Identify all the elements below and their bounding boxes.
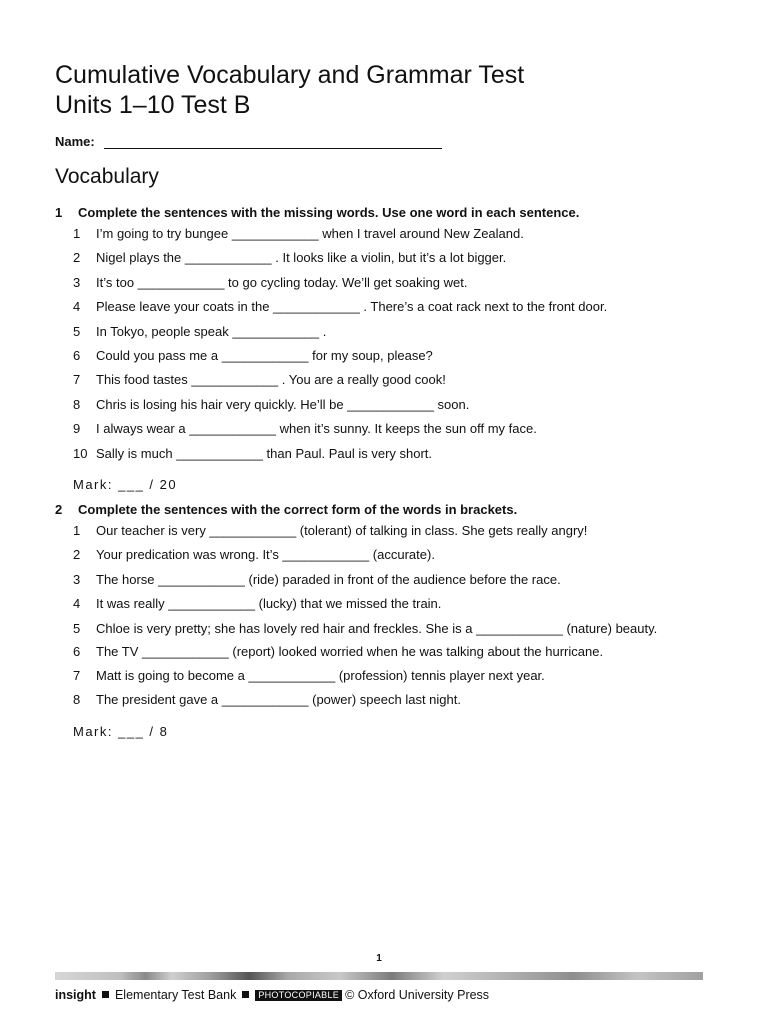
question-number: 5: [73, 620, 81, 636]
question-text: The horse ____________ (ride) paraded in front of the audience before the race.: [96, 571, 561, 587]
question-text: Matt is going to become a ____________ (profession) tennis player next year.: [96, 668, 545, 684]
footer-decorative-strip: [55, 972, 703, 980]
question-number: 3: [73, 274, 81, 290]
question-number: 5: [73, 323, 81, 339]
question-item: [55, 664, 715, 688]
footer-book-title: Elementary Test Bank: [114, 988, 237, 1002]
question-text: I’m going to try bungee ____________ when I travel around New Zealand.: [96, 226, 524, 241]
exercise-2: [55, 501, 715, 741]
question-text: Our teacher is very ____________ (tolerant) of talking in class. She gets really angry!: [96, 523, 588, 538]
question-text: This food tastes ____________ . You are a really good cook!: [96, 372, 446, 388]
question-number: 2: [73, 250, 81, 266]
title-line-2: Units 1–10 Test B: [55, 91, 251, 119]
exercise-number: 2: [55, 502, 63, 517]
question-item: [55, 271, 715, 295]
question-number: 9: [73, 421, 81, 437]
question-item: [55, 688, 715, 712]
question-item: [55, 442, 715, 466]
instruction-text: Complete the sentences with the missing words. Use one word in each sentence.: [78, 205, 580, 220]
question-item: [55, 640, 715, 664]
question-number: 6: [73, 348, 81, 364]
question-text: The TV ____________ (report) looked worried when he was talking about the hurricane.: [96, 643, 604, 659]
question-item: [55, 246, 715, 270]
question-text: The president gave a ____________ (power) speech last night.: [96, 692, 461, 708]
question-item: [55, 295, 715, 319]
question-item: [55, 368, 715, 392]
question-item: [55, 222, 715, 246]
question-text: Sally is much ____________ than Paul. Paul is very short.: [96, 445, 433, 461]
instruction-text: Complete the sentences with the correct form of the words in brackets.: [78, 502, 518, 517]
exercise-2-instruction: [55, 501, 715, 519]
footer-brand: insight: [55, 988, 96, 1002]
section-heading: Vocabulary: [55, 165, 159, 188]
exercise-2-mark: Mark: ___ / 8: [73, 723, 169, 739]
name-label: Name:: [55, 134, 95, 149]
question-number: 7: [73, 668, 81, 684]
question-text: Chloe is very pretty; she has lovely red hair and freckles. She is a ____________ (nature) beauty.: [96, 620, 658, 636]
question-item: [55, 393, 715, 417]
page-title: [55, 60, 524, 120]
exercise-1-items: [55, 222, 715, 466]
question-text: It was really ____________ (lucky) that we missed the train.: [96, 596, 442, 612]
name-blank-line: [104, 148, 442, 149]
question-text: Please leave your coats in the ____________ . There’s a coat rack next to the front door.: [96, 299, 608, 315]
question-number: 4: [73, 596, 81, 612]
square-bullet-icon: [102, 991, 109, 998]
question-text: In Tokyo, people speak ____________ .: [96, 323, 327, 339]
question-text: It’s too ____________ to go cycling today. We’ll get soaking wet.: [96, 274, 468, 290]
question-text: I always wear a ____________ when it’s sunny. It keeps the sun off my face.: [96, 421, 537, 437]
question-item: [55, 543, 715, 567]
question-number: 4: [73, 299, 81, 315]
question-number: 2: [73, 547, 81, 563]
title-line-1: Cumulative Vocabulary and Grammar Test: [55, 61, 525, 89]
question-number: 6: [73, 643, 81, 659]
question-text: Nigel plays the ____________ . It looks like a violin, but it’s a lot bigger.: [96, 250, 507, 266]
question-text: Chris is losing his hair very quickly. He’ll be ____________ soon.: [96, 396, 470, 412]
question-text: Your predication was wrong. It’s ____________ (accurate).: [96, 547, 435, 563]
question-number: 10: [73, 445, 88, 461]
question-number: 8: [73, 396, 81, 412]
exercise-number: 1: [55, 205, 63, 220]
question-number: 8: [73, 692, 81, 708]
footer-copyright: © Oxford University Press: [345, 988, 490, 1002]
question-item: [55, 592, 715, 616]
question-number: 1: [73, 523, 81, 538]
page-number: 1: [376, 953, 382, 964]
question-number: 7: [73, 372, 81, 388]
question-text: Could you pass me a ____________ for my soup, please?: [96, 348, 433, 364]
question-item: [55, 320, 715, 344]
question-number: 3: [73, 571, 81, 587]
exercise-1-mark: Mark: ___ / 20: [73, 477, 178, 493]
question-item: [55, 617, 696, 640]
footer: [55, 986, 489, 1004]
question-item: [55, 519, 715, 543]
question-item: [55, 344, 715, 368]
question-item: [55, 417, 715, 441]
exercise-1-instruction: [55, 204, 715, 222]
exercise-2-items: [55, 519, 715, 713]
question-number: 1: [73, 226, 81, 241]
exercise-1: [55, 204, 715, 494]
photocopiable-badge: PHOTOCOPIABLE: [255, 990, 342, 1001]
square-bullet-icon: [242, 991, 249, 998]
question-item: [55, 568, 715, 592]
